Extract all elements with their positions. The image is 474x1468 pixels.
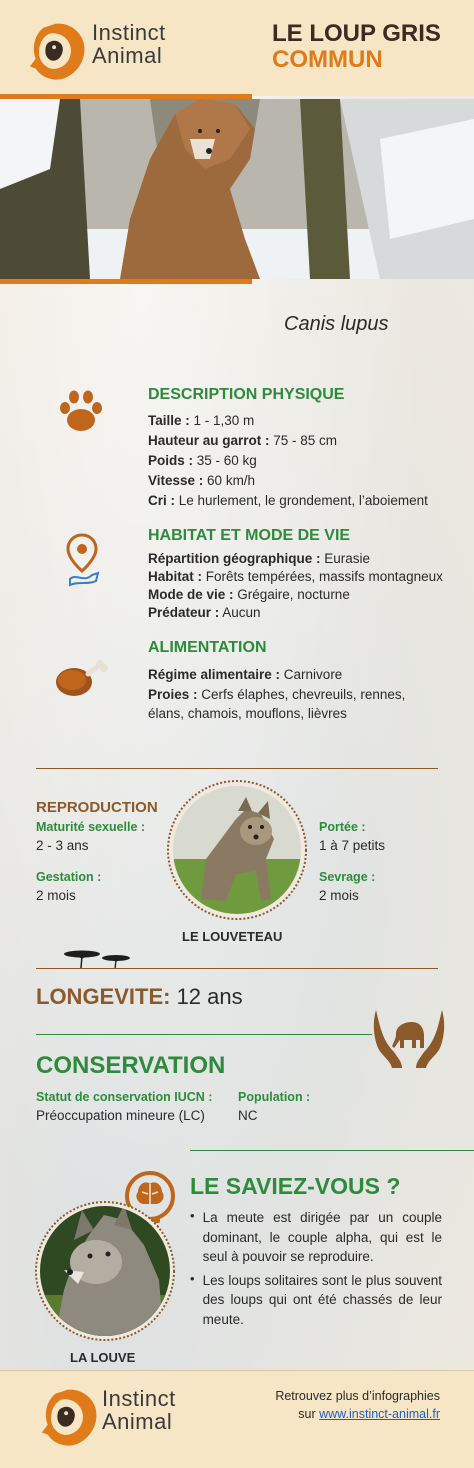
- lion-logo-icon: [26, 20, 88, 82]
- habitat-title: HABITAT ET MODE DE VIE: [148, 527, 351, 544]
- fact-item: [190, 1208, 442, 1267]
- orange-accent-bar-bottom: [0, 279, 252, 284]
- reproduction-title: REPRODUCTION: [36, 799, 158, 816]
- page-title-line1: LE LOUP GRIS: [272, 20, 441, 47]
- fact-text: Les loups solitaires sont le plus souvent des loups qui ont été chassés de leur meute.: [202, 1272, 442, 1327]
- description-row: [148, 471, 428, 491]
- maturite-value: 2 - 3 ans: [36, 838, 89, 853]
- sevrage-label: Sevrage :: [319, 870, 376, 884]
- longevite-label: LONGEVITE:: [36, 984, 171, 1009]
- alimentation-row: [148, 665, 405, 685]
- footer-text-line2: [220, 1407, 440, 1421]
- row-label: Vitesse :: [148, 473, 204, 488]
- footer-text-line1: Retrouvez plus d’infographies: [275, 1389, 440, 1403]
- lion-logo-icon: [38, 1386, 100, 1448]
- acacia-trees-icon: [62, 948, 134, 970]
- population-label: Population :: [238, 1090, 311, 1104]
- row-value: Eurasie: [320, 551, 371, 566]
- wolf-cub-caption: LE LOUVETEAU: [182, 929, 283, 944]
- statut-value: Préoccupation mineure (LC): [36, 1108, 205, 1123]
- fact-text: La meute est dirigée par un couple dominant, le couple alpha, qui est le seul à pouvoir se reproduire.: [202, 1210, 442, 1264]
- maturite-label: Maturité sexuelle :: [36, 820, 146, 834]
- section-divider: [36, 768, 438, 769]
- statut-label: Statut de conservation IUCN :: [36, 1090, 213, 1104]
- row-label: Prédateur :: [148, 605, 220, 620]
- row-label: Hauteur au garrot :: [148, 433, 270, 448]
- population-value: NC: [238, 1108, 258, 1123]
- habitat-row: [148, 568, 443, 586]
- gestation-label: Gestation :: [36, 870, 102, 884]
- longevite-row: [36, 984, 243, 1010]
- description-row: [148, 431, 428, 451]
- saviez-vous-bullets: [190, 1208, 442, 1329]
- row-label: Cri :: [148, 493, 175, 508]
- habitat-row: [148, 550, 443, 568]
- hero-wolf-photo: [0, 99, 474, 279]
- alimentation-list: [148, 665, 405, 724]
- wolf-cub-photo: [166, 779, 308, 921]
- row-label: Mode de vie :: [148, 587, 234, 602]
- row-value: Forêts tempérées, massifs montagneux: [202, 569, 443, 584]
- description-row: [148, 451, 428, 471]
- row-label: Proies :: [148, 686, 198, 702]
- longevite-value: 12 ans: [170, 984, 243, 1009]
- bullet-icon: •: [190, 1208, 195, 1223]
- footer-text-prefix: sur: [298, 1407, 320, 1421]
- brand-name-line1: Instinct: [92, 20, 166, 45]
- habitat-row: [148, 604, 443, 622]
- paw-icon: [56, 388, 106, 436]
- alimentation-row: [148, 685, 405, 705]
- alimentation-row: [148, 704, 405, 724]
- bullet-icon: •: [190, 1270, 195, 1286]
- row-label: Répartition géographique :: [148, 551, 321, 566]
- section-divider-green: [36, 1034, 372, 1035]
- map-pin-icon: [64, 533, 104, 587]
- row-label: Poids :: [148, 453, 194, 468]
- row-value: 1 - 1,30 m: [189, 413, 255, 428]
- description-row: [148, 411, 428, 431]
- brand-name-line2: Animal: [92, 43, 163, 68]
- row-value: 75 - 85 cm: [269, 433, 338, 448]
- she-wolf-caption: LA LOUVE: [70, 1350, 136, 1365]
- row-value: 35 - 60 kg: [193, 453, 257, 468]
- she-wolf-photo: [34, 1200, 176, 1342]
- row-value: élans, chamois, mouflons, lièvres: [148, 706, 347, 721]
- wolf-photo-illustration: [0, 99, 474, 279]
- footer-brand-line1: Instinct: [102, 1386, 176, 1411]
- description-row: [148, 491, 428, 511]
- page-title-line2: COMMUN: [272, 46, 383, 73]
- footer-rule: [0, 1370, 474, 1371]
- habitat-row: [148, 586, 443, 604]
- habitat-list: [148, 550, 443, 622]
- section-divider-green: [190, 1150, 474, 1151]
- portee-label: Portée :: [319, 820, 366, 834]
- section-divider: [36, 968, 438, 969]
- sevrage-value: 2 mois: [319, 888, 359, 903]
- conservation-title: CONSERVATION: [36, 1052, 226, 1079]
- row-value: 60 km/h: [203, 473, 256, 488]
- portee-value: 1 à 7 petits: [319, 838, 386, 853]
- description-title: DESCRIPTION PHYSIQUE: [148, 386, 345, 403]
- fact-item: [190, 1271, 442, 1330]
- website-link[interactable]: www.instinct-animal.fr: [319, 1407, 440, 1421]
- footer-brand-line2: Animal: [102, 1409, 173, 1434]
- row-value: Carnivore: [280, 667, 343, 682]
- row-value: Cerfs élaphes, chevreuils, rennes,: [197, 686, 406, 702]
- saviez-vous-title: LE SAVIEZ-VOUS ?: [190, 1173, 401, 1199]
- row-label: Taille :: [148, 413, 190, 428]
- row-value: Grégaire, nocturne: [233, 587, 350, 602]
- row-value: Le hurlement, le grondement, l’aboiement: [175, 493, 428, 508]
- gestation-value: 2 mois: [36, 888, 76, 903]
- alimentation-title: ALIMENTATION: [148, 639, 267, 656]
- row-value: Aucun: [219, 605, 261, 620]
- latin-name: Canis lupus: [284, 313, 389, 335]
- row-label: Habitat :: [148, 569, 202, 584]
- row-label: Régime alimentaire :: [148, 667, 281, 682]
- meat-icon: [54, 658, 110, 698]
- protect-elephant-icon: [372, 1004, 446, 1070]
- description-list: [148, 411, 428, 511]
